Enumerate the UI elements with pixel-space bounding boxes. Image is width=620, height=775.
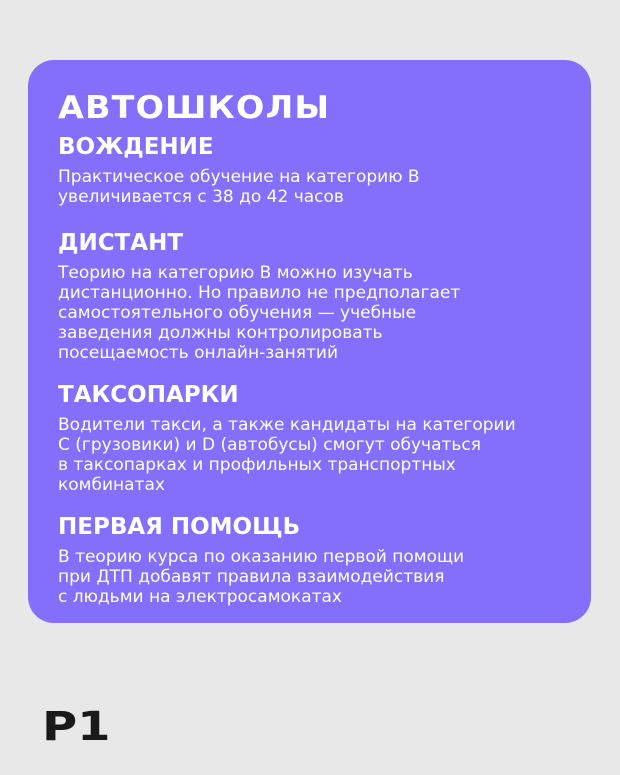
section-heading: ПЕРВАЯ ПОМОЩЬ	[58, 514, 301, 540]
section-distance	[58, 228, 571, 363]
section-taxi-parks	[58, 380, 571, 495]
section-first-aid	[58, 512, 571, 607]
section-text: Практическое обучение на категорию B увеличивается с 38 до 42 часов	[58, 167, 420, 207]
section-text: Водители такси, а также кандидаты на категории C (грузовики) и D (автобусы) смогут обучаться в таксопарках и профильных транспортных комбинатах	[58, 415, 516, 495]
section-heading: ДИСТАНТ	[58, 230, 184, 256]
section-heading: ТАКСОПАРКИ	[58, 382, 239, 408]
card-title: АВТОШКОЛЫ	[58, 90, 331, 126]
section-text: В теорию курса по оказанию первой помощи при ДТП добавят правила взаимодействия с людьми на электросамокатах	[58, 547, 465, 607]
info-card	[28, 60, 591, 623]
section-heading: ВОЖДЕНИЕ	[58, 134, 214, 160]
section-driving	[58, 132, 571, 207]
brand-logo: P1	[42, 704, 111, 750]
section-text: Теорию на категорию B можно изучать дистанционно. Но правило не предполагает самостоятельного обучения — учебные заведения должны контролировать посещаемость онлайн-занятий	[58, 263, 461, 363]
